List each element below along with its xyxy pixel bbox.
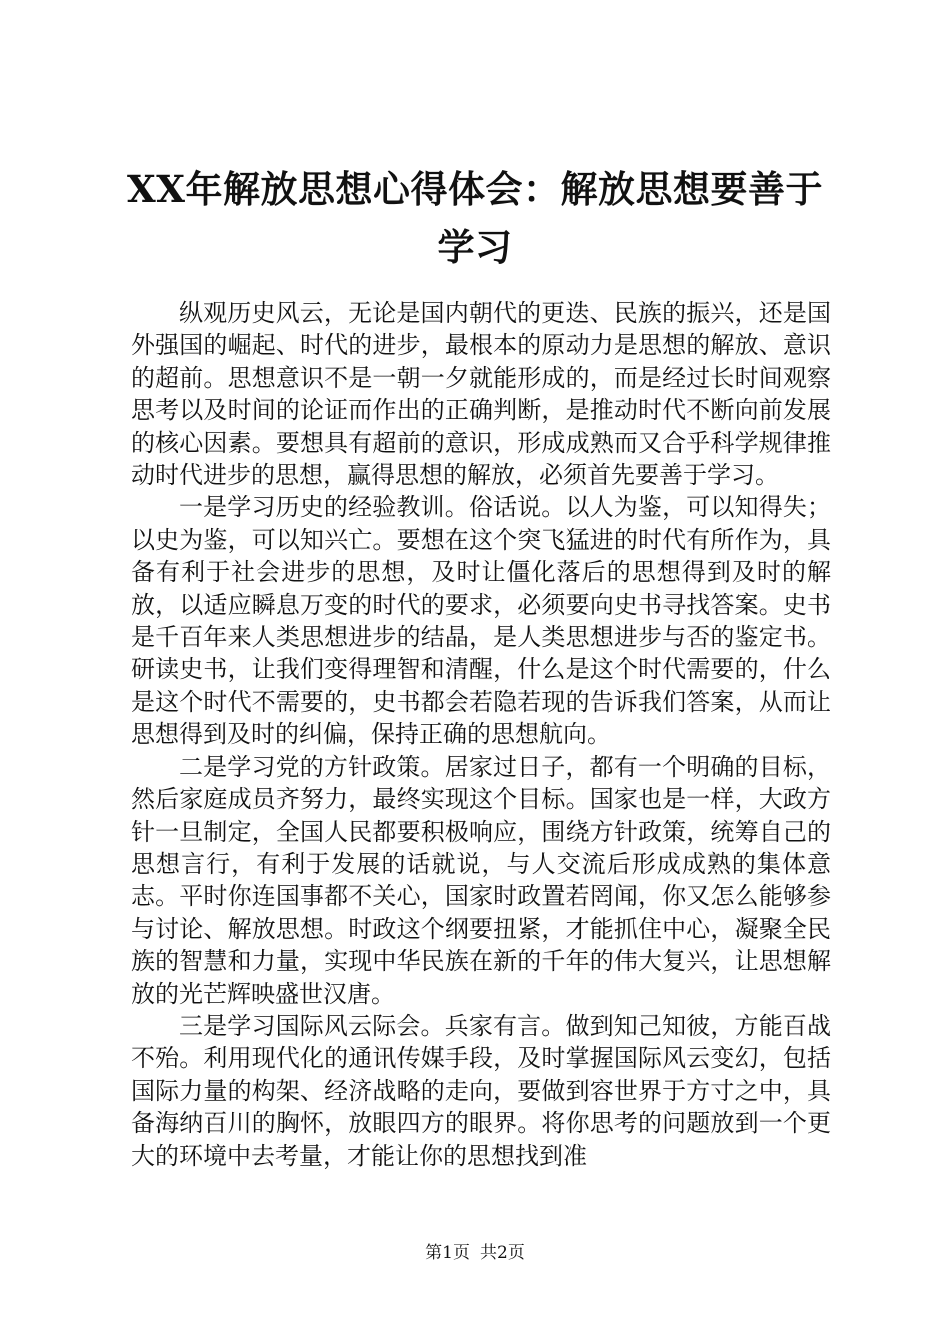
page-number: 第1页 bbox=[425, 1243, 470, 1263]
page-total: 共2页 bbox=[480, 1243, 525, 1263]
document-title: XX年解放思想心得体会：解放思想要善于学习 bbox=[127, 167, 823, 269]
paragraph-history: 一是学习历史的经验教训。俗话说。以人为鉴，可以知得失；以史为鉴，可以知兴亡。要想在这个突飞猛进的时代有所作为，具备有利于社会进步的思想，及时让僵化落后的思想得到及时的解放，以适应瞬息万变的时代的要求，必须要向史书寻找答案。史书是千百年来人类思想进步的结晶，是人类思想进步与否的鉴定书。研读史书，让我们变得理智和清醒，什么是这个时代需要的，什么是这个时代不需要的，史书都会若隐若现的告诉我们答案，从而让思想得到及时的纠偏，保持正确的思想航向。 bbox=[131, 493, 831, 749]
document-body bbox=[131, 297, 831, 1172]
page-footer bbox=[0, 1242, 950, 1264]
paragraph-international: 三是学习国际风云际会。兵家有言。做到知己知彼，方能百战不殆。利用现代化的通讯传媒手段，及时掌握国际风云变幻，包括国际力量的构架、经济战略的走向，要做到容世界于方寸之中，具备海纳百川的胸怀，放眼四方的眼界。将你思考的问题放到一个更大的环境中去考量，才能让你的思想找到准 bbox=[131, 1011, 831, 1170]
paragraph-intro: 纵观历史风云，无论是国内朝代的更迭、民族的振兴，还是国外强国的崛起、时代的进步，最根本的原动力是思想的解放、意识的超前。思想意识不是一朝一夕就能形成的，而是经过长时间观察思考以及时间的论证而作出的正确判断，是推动时代不断向前发展的核心因素。要想具有超前的意识，形成成熟而又合乎科学规律推动时代进步的思想，赢得思想的解放，必须首先要善于学习。 bbox=[131, 299, 831, 490]
paragraph-policy: 二是学习党的方针政策。居家过日子，都有一个明确的目标，然后家庭成员齐努力，最终实现这个目标。国家也是一样，大政方针一旦制定，全国人民都要积极响应，围绕方针政策，统筹自己的思想言行，有利于发展的话就说，与人交流后形成成熟的集体意志。平时你连国事都不关心，国家时政置若罔闻，你又怎么能够参与讨论、解放思想。时政这个纲要扭紧，才能抓住中心，凝聚全民族的智慧和力量，实现中华民族在新的千年的伟大复兴，让思想解放的光芒辉映盛世汉唐。 bbox=[131, 752, 831, 1008]
